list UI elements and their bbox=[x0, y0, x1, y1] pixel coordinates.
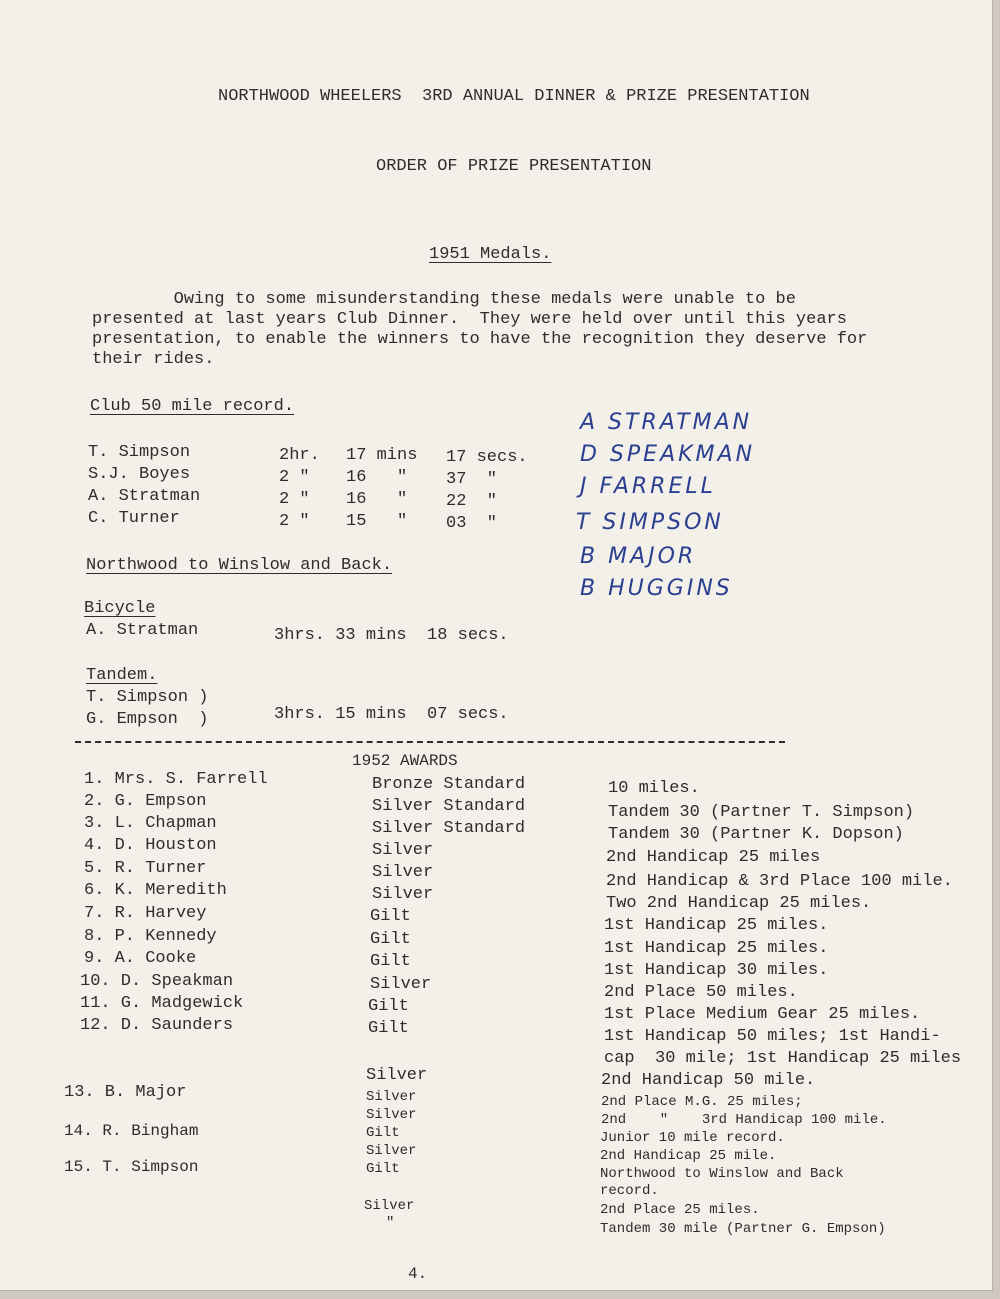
bicycle-heading: Bicycle bbox=[84, 599, 156, 618]
record-hours: 2hr. bbox=[279, 446, 320, 465]
award-type: Gilt bbox=[366, 1161, 400, 1177]
handwritten-name: D SPEAKMAN bbox=[580, 442, 756, 467]
award-name: 11. G. Madgewick bbox=[80, 994, 244, 1013]
record-name: T. Simpson bbox=[88, 443, 191, 462]
intro-line-4: their rides. bbox=[92, 350, 215, 369]
award-type: Gilt bbox=[366, 1125, 400, 1141]
award-type: Silver bbox=[366, 1089, 417, 1105]
award-detail: 2nd Handicap & 3rd Place 100 mile. bbox=[606, 872, 953, 891]
award-name: 5. R. Turner bbox=[84, 859, 207, 878]
award-type: Silver bbox=[372, 885, 434, 904]
award-detail: Tandem 30 (Partner T. Simpson) bbox=[608, 803, 915, 822]
award-type: Silver bbox=[372, 841, 434, 860]
award-detail: Two 2nd Handicap 25 miles. bbox=[606, 894, 872, 913]
award-detail: 2nd " 3rd Handicap 100 mile. bbox=[601, 1112, 887, 1128]
award-type: Silver bbox=[372, 863, 434, 882]
record-hours: 2 " bbox=[279, 490, 310, 509]
award-name: 14. R. Bingham bbox=[64, 1122, 199, 1140]
award-type: Silver bbox=[366, 1066, 428, 1085]
award-detail: 1st Handicap 30 miles. bbox=[604, 961, 829, 980]
tandem-time: 3hrs. 15 mins 07 secs. bbox=[274, 705, 509, 724]
handwritten-name: T SIMPSON bbox=[576, 510, 724, 535]
award-name: 9. A. Cooke bbox=[84, 949, 197, 968]
record-name: S.J. Boyes bbox=[88, 465, 191, 484]
bicycle-rider: A. Stratman bbox=[86, 621, 199, 640]
club-50-heading: Club 50 mile record. bbox=[90, 397, 295, 416]
award-type: Gilt bbox=[368, 997, 409, 1016]
award-type: Gilt bbox=[370, 930, 411, 949]
record-secs: 03 " bbox=[446, 514, 498, 533]
record-hours: 2 " bbox=[279, 468, 310, 487]
award-name: 4. D. Houston bbox=[84, 836, 217, 855]
award-type: Bronze Standard bbox=[372, 775, 526, 794]
handwritten-name: B MAJOR bbox=[580, 544, 697, 569]
document-title: NORTHWOOD WHEELERS 3RD ANNUAL DINNER & PRIZE PRESENTATION bbox=[218, 87, 810, 106]
intro-line-3: presentation, to enable the winners to have the recognition they deserve for bbox=[92, 330, 868, 349]
award-name: 6. K. Meredith bbox=[84, 881, 227, 900]
award-detail: 2nd Place 50 miles. bbox=[604, 983, 798, 1002]
award-detail: 1st Handicap 25 miles. bbox=[604, 939, 829, 958]
awards-1952-heading: 1952 AWARDS bbox=[352, 752, 458, 770]
award-detail: 2nd Handicap 50 mile. bbox=[601, 1071, 816, 1090]
award-detail-continued: cap 30 mile; 1st Handicap 25 miles bbox=[604, 1049, 962, 1068]
record-secs: 17 secs. bbox=[446, 448, 528, 467]
award-detail: 10 miles. bbox=[608, 779, 700, 798]
award-detail: Northwood to Winslow and Back bbox=[600, 1166, 844, 1182]
award-name: 8. P. Kennedy bbox=[84, 927, 217, 946]
document-subtitle: ORDER OF PRIZE PRESENTATION bbox=[376, 157, 652, 176]
award-name: 7. R. Harvey bbox=[84, 904, 207, 923]
award-detail: 2nd Handicap 25 miles bbox=[606, 848, 821, 867]
award-type: " bbox=[386, 1215, 395, 1231]
award-detail: 2nd Place M.G. 25 miles; bbox=[601, 1094, 803, 1110]
winslow-heading: Northwood to Winslow and Back. bbox=[86, 556, 393, 575]
record-secs: 37 " bbox=[446, 470, 498, 489]
intro-line-2: presented at last years Club Dinner. They were held over until this years bbox=[92, 310, 847, 329]
award-name: 10. D. Speakman bbox=[80, 972, 234, 991]
tandem-rider: T. Simpson ) bbox=[86, 688, 209, 707]
award-detail: 1st Handicap 50 miles; 1st Handi- bbox=[604, 1027, 941, 1046]
record-hours: 2 " bbox=[279, 512, 310, 531]
award-name: 2. G. Empson bbox=[84, 792, 207, 811]
record-secs: 22 " bbox=[446, 492, 498, 511]
award-name: 15. T. Simpson bbox=[64, 1158, 199, 1176]
award-name: 3. L. Chapman bbox=[84, 814, 217, 833]
award-detail: Tandem 30 (Partner K. Dopson) bbox=[608, 825, 904, 844]
award-type: Silver bbox=[366, 1107, 417, 1123]
record-mins: 15 " bbox=[346, 512, 408, 531]
page-number: 4. bbox=[408, 1265, 428, 1283]
handwritten-name: B HUGGINS bbox=[580, 576, 733, 601]
award-name: 1. Mrs. S. Farrell bbox=[84, 770, 268, 789]
record-mins: 16 " bbox=[346, 490, 408, 509]
record-name: A. Stratman bbox=[88, 487, 201, 506]
award-detail: record. bbox=[600, 1183, 659, 1199]
award-type: Silver bbox=[370, 975, 432, 994]
award-type: Gilt bbox=[370, 907, 411, 926]
award-type: Gilt bbox=[368, 1019, 409, 1038]
award-detail: 2nd Handicap 25 mile. bbox=[600, 1148, 777, 1164]
tandem-heading: Tandem. bbox=[86, 666, 158, 685]
record-name: C. Turner bbox=[88, 509, 180, 528]
award-detail: Tandem 30 mile (Partner G. Empson) bbox=[600, 1221, 886, 1237]
record-mins: 16 " bbox=[346, 468, 408, 487]
award-detail: Junior 10 mile record. bbox=[600, 1130, 785, 1146]
bicycle-time: 3hrs. 33 mins 18 secs. bbox=[274, 626, 509, 645]
dashed-divider bbox=[75, 741, 785, 743]
award-detail: 1st Place Medium Gear 25 miles. bbox=[604, 1005, 921, 1024]
award-name: 12. D. Saunders bbox=[80, 1016, 234, 1035]
award-type: Silver bbox=[364, 1198, 415, 1214]
award-type: Silver Standard bbox=[372, 797, 526, 816]
award-detail: 2nd Place 25 miles. bbox=[600, 1202, 760, 1218]
handwritten-name: A STRATMAN bbox=[580, 410, 753, 435]
award-detail: 1st Handicap 25 miles. bbox=[604, 916, 829, 935]
intro-line-1: Owing to some misunderstanding these medals were unable to be bbox=[92, 290, 796, 309]
tandem-rider: G. Empson ) bbox=[86, 710, 209, 729]
medals-1951-heading: 1951 Medals. bbox=[429, 245, 552, 264]
handwritten-name: J FARRELL bbox=[580, 474, 716, 499]
award-type: Silver Standard bbox=[372, 819, 526, 838]
award-name: 13. B. Major bbox=[64, 1083, 187, 1102]
record-mins: 17 mins bbox=[346, 446, 418, 465]
award-type: Silver bbox=[366, 1143, 417, 1159]
award-type: Gilt bbox=[370, 952, 411, 971]
